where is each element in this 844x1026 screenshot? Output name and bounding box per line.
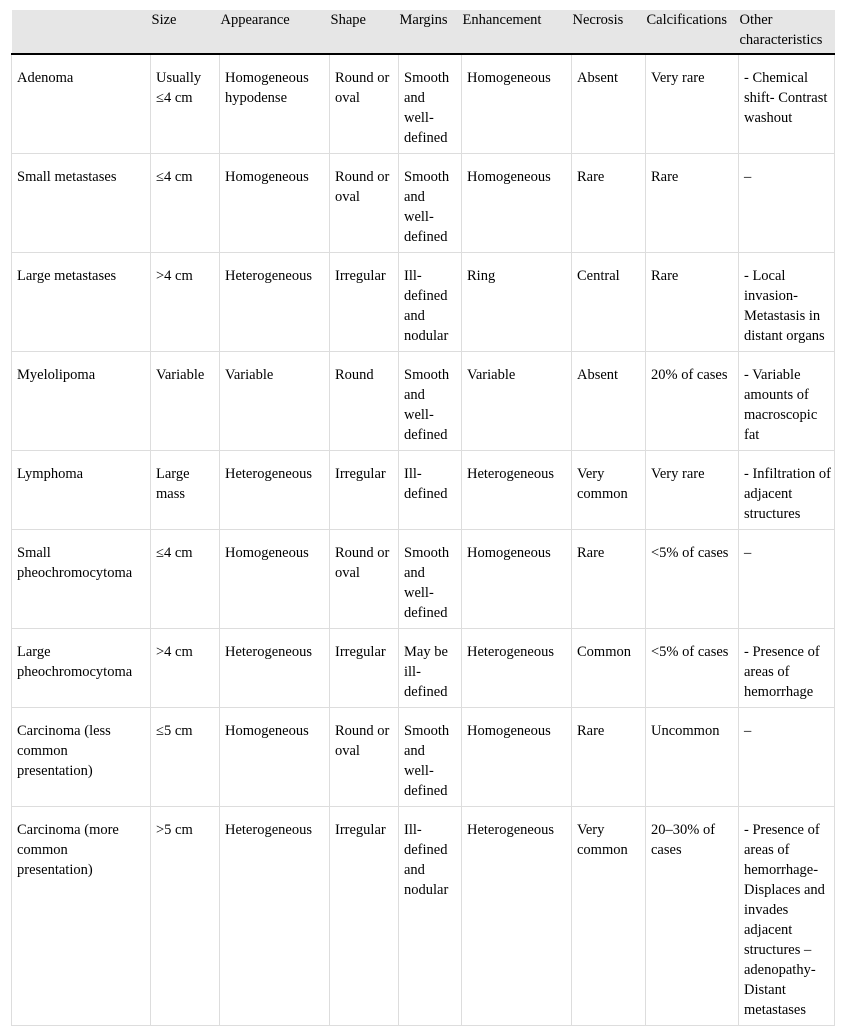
table-cell: 20% of cases [646, 352, 739, 451]
table-cell: Ill-defined and nodular [399, 253, 462, 352]
table-cell: <5% of cases [646, 629, 739, 708]
column-header: Necrosis [572, 10, 646, 54]
table-cell: Smooth and well-defined [399, 708, 462, 807]
table-cell: Rare [646, 253, 739, 352]
row-label: Small metastases [12, 154, 151, 253]
column-header: Other characteristics [739, 10, 835, 54]
table-cell: Rare [572, 530, 646, 629]
table-row [12, 54, 835, 154]
table-cell: – [739, 154, 835, 253]
table-cell: Heterogeneous [220, 253, 330, 352]
table-cell: Common [572, 629, 646, 708]
table-cell: Central [572, 253, 646, 352]
table-cell: Round or oval [330, 530, 399, 629]
table-cell: Heterogeneous [462, 629, 572, 708]
table-row [12, 451, 835, 530]
table-cell: - Variable amounts of macroscopic fat [739, 352, 835, 451]
table-cell: Heterogeneous [220, 451, 330, 530]
table-cell: Round or oval [330, 154, 399, 253]
table-cell: Ill-defined [399, 451, 462, 530]
column-header [12, 10, 151, 54]
table-cell: - Infiltration of adjacent structures [739, 451, 835, 530]
table-cell: >4 cm [151, 629, 220, 708]
table-cell: Absent [572, 352, 646, 451]
table-cell: Round or oval [330, 708, 399, 807]
table-cell: Smooth and well-defined [399, 154, 462, 253]
table-cell: 20–30% of cases [646, 807, 739, 1026]
table-cell: Ring [462, 253, 572, 352]
table-row [12, 708, 835, 807]
table-cell: Heterogeneous [220, 807, 330, 1026]
table-cell: Homogeneous [462, 530, 572, 629]
row-label: Carcinoma (more common presentation) [12, 807, 151, 1026]
table-cell: Homogeneous [462, 54, 572, 154]
table-cell: Irregular [330, 253, 399, 352]
table-cell: Uncommon [646, 708, 739, 807]
table-cell: Usually ≤4 cm [151, 54, 220, 154]
table-cell: – [739, 708, 835, 807]
table-row [12, 807, 835, 1026]
header-row [12, 10, 835, 54]
table-cell: Homogeneous [462, 154, 572, 253]
table-cell: Round or oval [330, 54, 399, 154]
row-label: Large metastases [12, 253, 151, 352]
table-cell: Very rare [646, 54, 739, 154]
column-header: Margins [399, 10, 462, 54]
table-cell: Smooth and well-defined [399, 54, 462, 154]
table-cell: Heterogeneous [462, 451, 572, 530]
table-cell: - Presence of areas of hemorrhage- Displaces and invades adjacent structures – adenopathy- Distant metastases [739, 807, 835, 1026]
row-label: Large pheochromocytoma [12, 629, 151, 708]
table-row [12, 154, 835, 253]
table-cell: Rare [572, 154, 646, 253]
table-cell: Heterogeneous [462, 807, 572, 1026]
table-cell: Homogeneous [220, 708, 330, 807]
column-header: Appearance [220, 10, 330, 54]
column-header: Enhancement [462, 10, 572, 54]
table-cell: - Presence of areas of hemorrhage [739, 629, 835, 708]
table-cell: - Chemical shift- Contrast washout [739, 54, 835, 154]
table-cell: ≤4 cm [151, 530, 220, 629]
table-cell: <5% of cases [646, 530, 739, 629]
table-cell: May be ill-defined [399, 629, 462, 708]
column-header: Calcifications [646, 10, 739, 54]
table-cell: Absent [572, 54, 646, 154]
table-cell: Irregular [330, 451, 399, 530]
row-label: Lymphoma [12, 451, 151, 530]
table-row [12, 530, 835, 629]
table-cell: Ill-defined and nodular [399, 807, 462, 1026]
column-header: Size [151, 10, 220, 54]
table-cell: ≤4 cm [151, 154, 220, 253]
table-body [12, 54, 835, 1026]
table-cell: ≤5 cm [151, 708, 220, 807]
table-cell: Smooth and well-defined [399, 352, 462, 451]
table-cell: Variable [462, 352, 572, 451]
row-label: Adenoma [12, 54, 151, 154]
table-cell: Very common [572, 807, 646, 1026]
row-label: Carcinoma (less common presentation) [12, 708, 151, 807]
table-row [12, 253, 835, 352]
table-header [12, 10, 835, 54]
table-cell: Smooth and well-defined [399, 530, 462, 629]
table-cell: Rare [646, 154, 739, 253]
table-cell: >5 cm [151, 807, 220, 1026]
table-row [12, 352, 835, 451]
table-cell: Homogeneous [220, 154, 330, 253]
table-cell: Very rare [646, 451, 739, 530]
row-label: Myelolipoma [12, 352, 151, 451]
table-cell: Heterogeneous [220, 629, 330, 708]
table-cell: Variable [151, 352, 220, 451]
table-row [12, 629, 835, 708]
table-cell: Irregular [330, 807, 399, 1026]
table-cell: Very common [572, 451, 646, 530]
column-header: Shape [330, 10, 399, 54]
table-cell: Variable [220, 352, 330, 451]
table-cell: Homogeneous hypodense [220, 54, 330, 154]
table-cell: >4 cm [151, 253, 220, 352]
table-cell: Homogeneous [220, 530, 330, 629]
table-cell: - Local invasion- Metastasis in distant organs [739, 253, 835, 352]
table-cell: Rare [572, 708, 646, 807]
table-cell: Irregular [330, 629, 399, 708]
comparison-table [11, 10, 835, 1026]
row-label: Small pheochromocytoma [12, 530, 151, 629]
table-cell: Round [330, 352, 399, 451]
table-cell: Large mass [151, 451, 220, 530]
table-cell: – [739, 530, 835, 629]
table-cell: Homogeneous [462, 708, 572, 807]
